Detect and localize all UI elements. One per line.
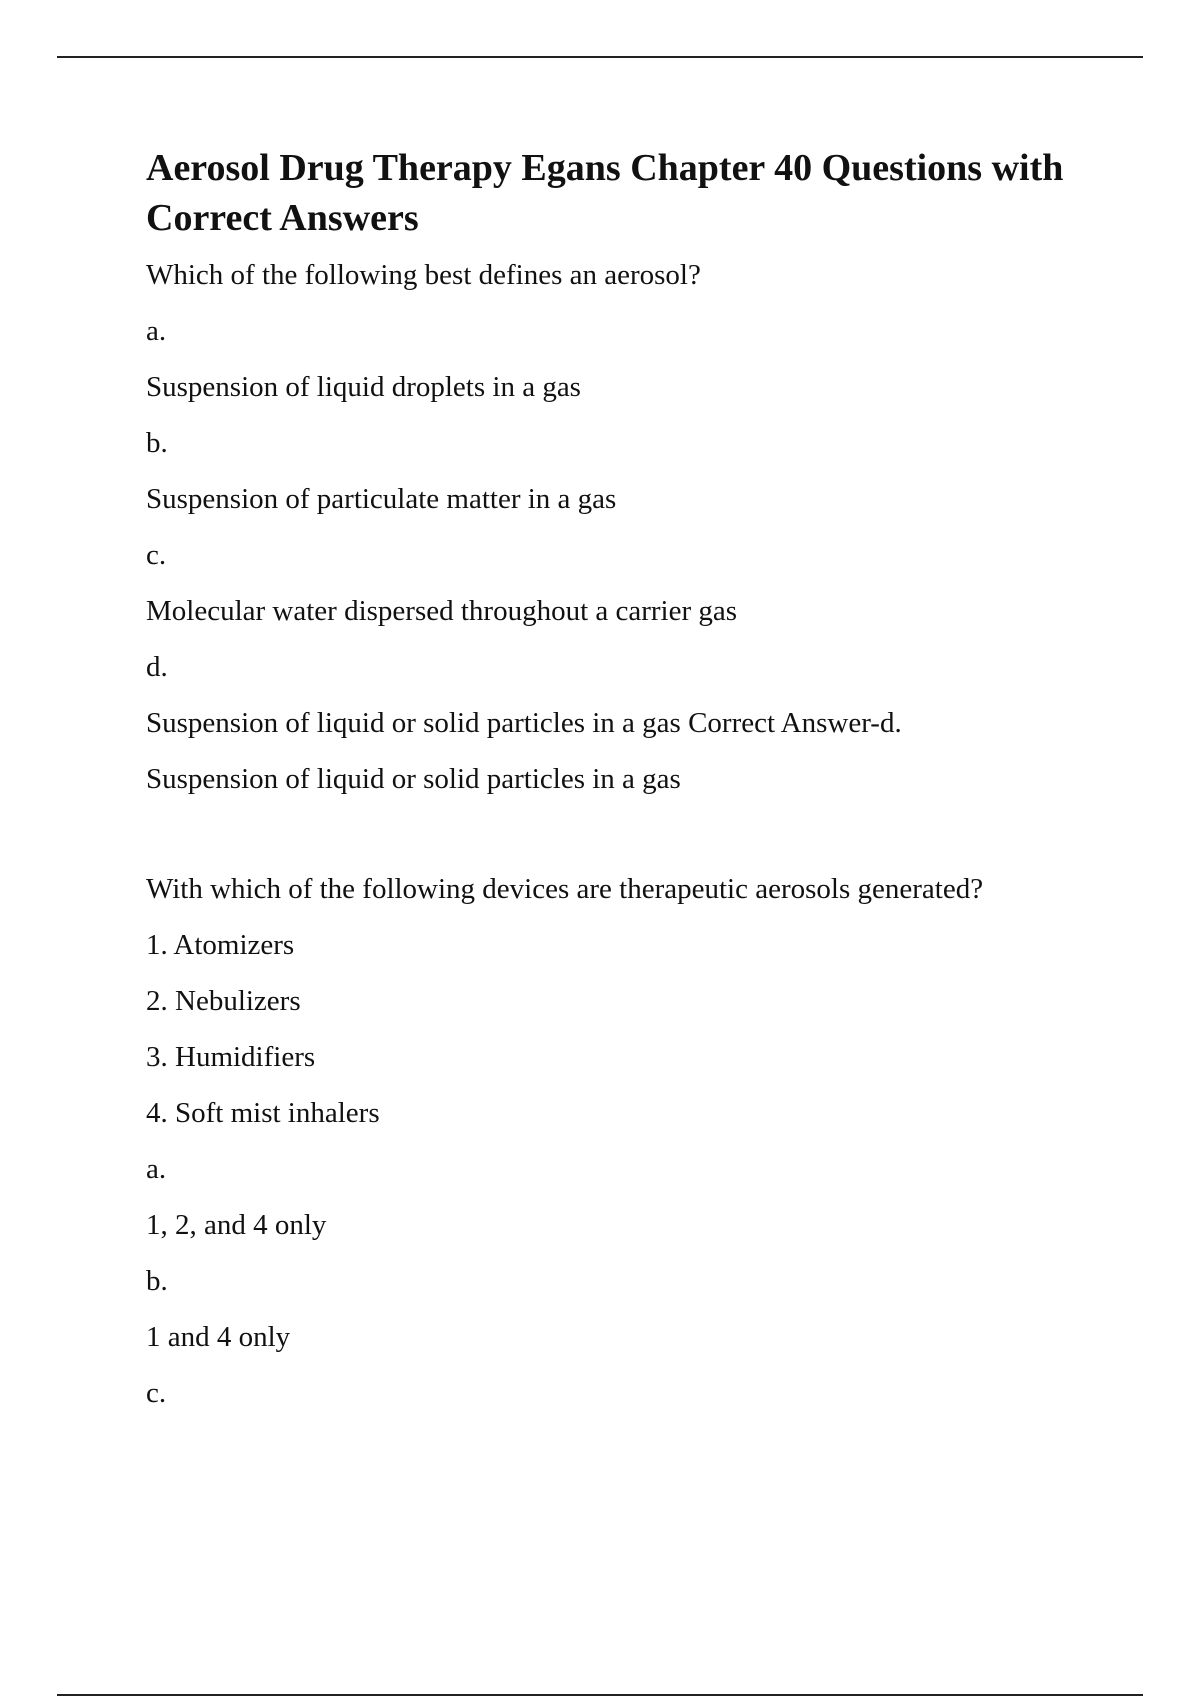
option-label: b. (146, 1265, 168, 1297)
option-text: 1 and 4 only (146, 1321, 291, 1353)
question-prompt: With which of the following devices are therapeutic aerosols generated? (146, 873, 984, 905)
option-text: Suspension of particulate matter in a gas (146, 483, 617, 515)
list-item: 1. Atomizers (146, 929, 295, 961)
question-prompt: Which of the following best defines an aerosol? (146, 259, 701, 291)
correct-answer-text: Suspension of liquid or solid particles in a gas (146, 763, 681, 795)
footer-divider (57, 1694, 1143, 1696)
question-1 (146, 257, 1106, 797)
option-label: d. (146, 651, 168, 683)
option-text: Suspension of liquid droplets in a gas (146, 371, 581, 403)
option-label: b. (146, 427, 168, 459)
option-label: c. (146, 539, 167, 571)
option-text: 1, 2, and 4 only (146, 1209, 327, 1241)
header-divider (57, 56, 1143, 58)
document-body (146, 143, 1106, 1431)
option-text-with-answer: Suspension of liquid or solid particles in a gas Correct Answer-d. (146, 707, 902, 739)
question-2 (146, 871, 1106, 1411)
list-item: 4. Soft mist inhalers (146, 1097, 380, 1129)
list-item: 2. Nebulizers (146, 985, 301, 1017)
option-label: c. (146, 1377, 167, 1409)
option-label: a. (146, 1153, 167, 1185)
option-text: Molecular water dispersed throughout a carrier gas (146, 595, 738, 627)
question-spacer (146, 817, 1106, 871)
list-item: 3. Humidifiers (146, 1041, 316, 1073)
document-title: Aerosol Drug Therapy Egans Chapter 40 Questions with Correct Answers (146, 147, 1064, 239)
option-label: a. (146, 315, 167, 347)
